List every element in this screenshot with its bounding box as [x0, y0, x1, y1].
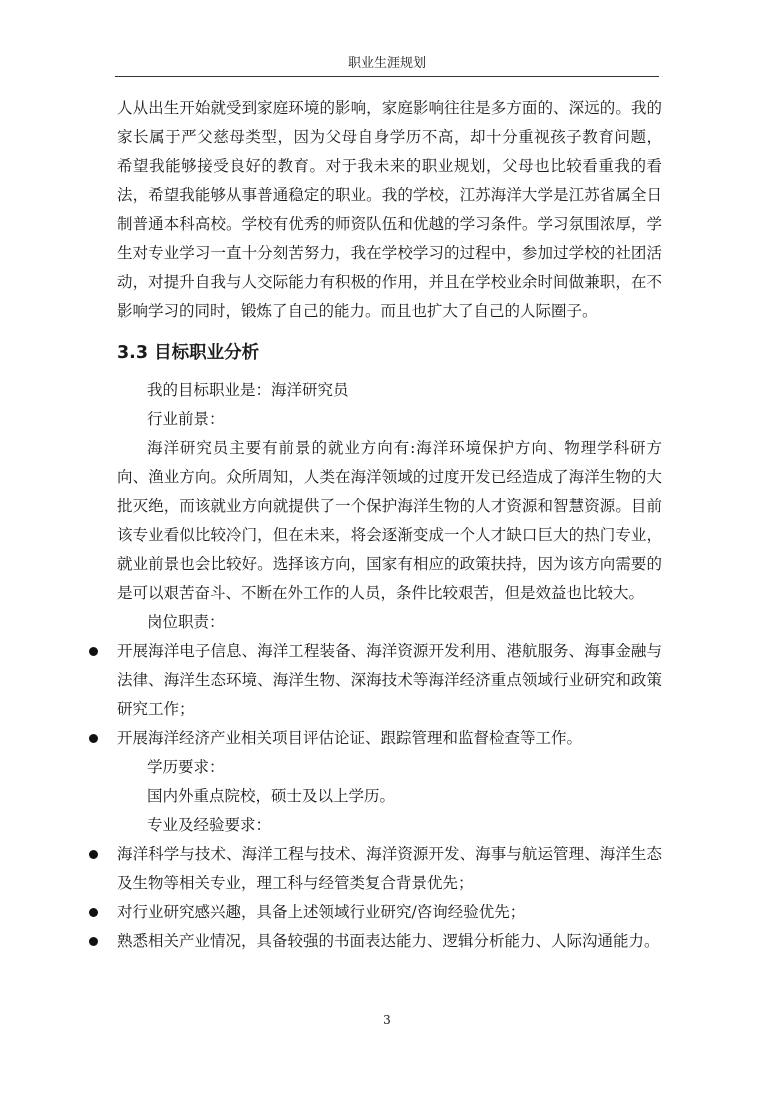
- list-item: [89, 637, 662, 724]
- education-label: 学历要求：: [147, 758, 225, 776]
- bullet-icon: [89, 937, 98, 946]
- prospect-label: 行业前景：: [147, 410, 225, 428]
- duties-list: [117, 637, 662, 753]
- prospect-paragraph: 海洋研究员主要有前景的就业方向有:海洋环境保护方向、物理学科研方向、渔业方向。众所周知，人类在海洋领域的过度开发已经造成了海洋生物的大批灭绝，而该就业方向就提供了一个保护海洋生物的人才资源和智慧资源。目前该专业看似比较冷门，但在未来，将会逐渐变成一个人才缺口巨大的热门专业，就业前景也会比较好。选择该方向，国家有相应的政策扶持，因为该方向需要的是可以艰苦奋斗、不断在外工作的人员，条件比较艰苦，但是效益也比较大。: [117, 439, 662, 602]
- bullet-icon: [89, 734, 98, 743]
- education-text: 国内外重点院校，硕士及以上学历。: [147, 787, 396, 805]
- bullet-icon: [89, 908, 98, 917]
- list-item: [89, 724, 662, 753]
- list-item: [89, 898, 662, 927]
- list-item-text: 开展海洋经济产业相关项目评估论证、跟踪管理和监督检查等工作。: [117, 729, 583, 747]
- experience-list: [117, 840, 662, 956]
- bullet-icon: [89, 647, 98, 656]
- list-item: [89, 927, 662, 956]
- list-item-text: 开展海洋电子信息、海洋工程装备、海洋资源开发利用、港航服务、海事金融与法律、海洋生态环境、海洋生物、深海技术等海洋经济重点领域行业研究和政策研究工作；: [117, 642, 662, 718]
- list-item-text: 海洋科学与技术、海洋工程与技术、海洋资源开发、海事与航运管理、海洋生态及生物等相关专业，理工科与经管类复合背景优先；: [117, 845, 662, 892]
- experience-label: 专业及经验要求：: [147, 816, 272, 834]
- intro-paragraph: 人从出生开始就受到家庭环境的影响，家庭影响往往是多方面的、深远的。我的家长属于严父慈母类型，因为父母自身学历不高，却十分重视孩子教育问题， 希望我能够接受良好的教育。对于我未来的职业规划，父母也比较看重我的看法，希望我能够从事普通稳定的职业。我的学校，江苏海洋大学是江苏省属全日制普通本科高校。学校有优秀的师资队伍和优越的学习条件。学习氛围浓厚，学生对专业学习一直十分刻苦努力，我在学校学习的过程中，参加过学校的社团活动，对提升自我与人交际能力有积极的作用，并且在学校业余时间做兼职，在不影响学习的同时，锻炼了自己的能力。而且也扩大了自己的人际圈子。: [117, 99, 662, 320]
- header-divider: [115, 76, 659, 77]
- page-header: 职业生涯规划: [347, 56, 426, 71]
- bullet-icon: [89, 850, 98, 859]
- list-item-text: 对行业研究感兴趣，具备上述领域行业研究/咨询经验优先；: [117, 903, 526, 921]
- section-heading: 3.3 目标职业分析: [117, 343, 260, 363]
- list-item-text: 熟悉相关产业情况，具备较强的书面表达能力、逻辑分析能力、人际沟通能力。: [117, 932, 660, 950]
- target-job-line: 我的目标职业是：海洋研究员: [147, 381, 349, 399]
- page-content: [117, 94, 662, 956]
- page-number: 3: [383, 1013, 391, 1027]
- list-item: [89, 840, 662, 898]
- duties-label: 岗位职责：: [147, 613, 225, 631]
